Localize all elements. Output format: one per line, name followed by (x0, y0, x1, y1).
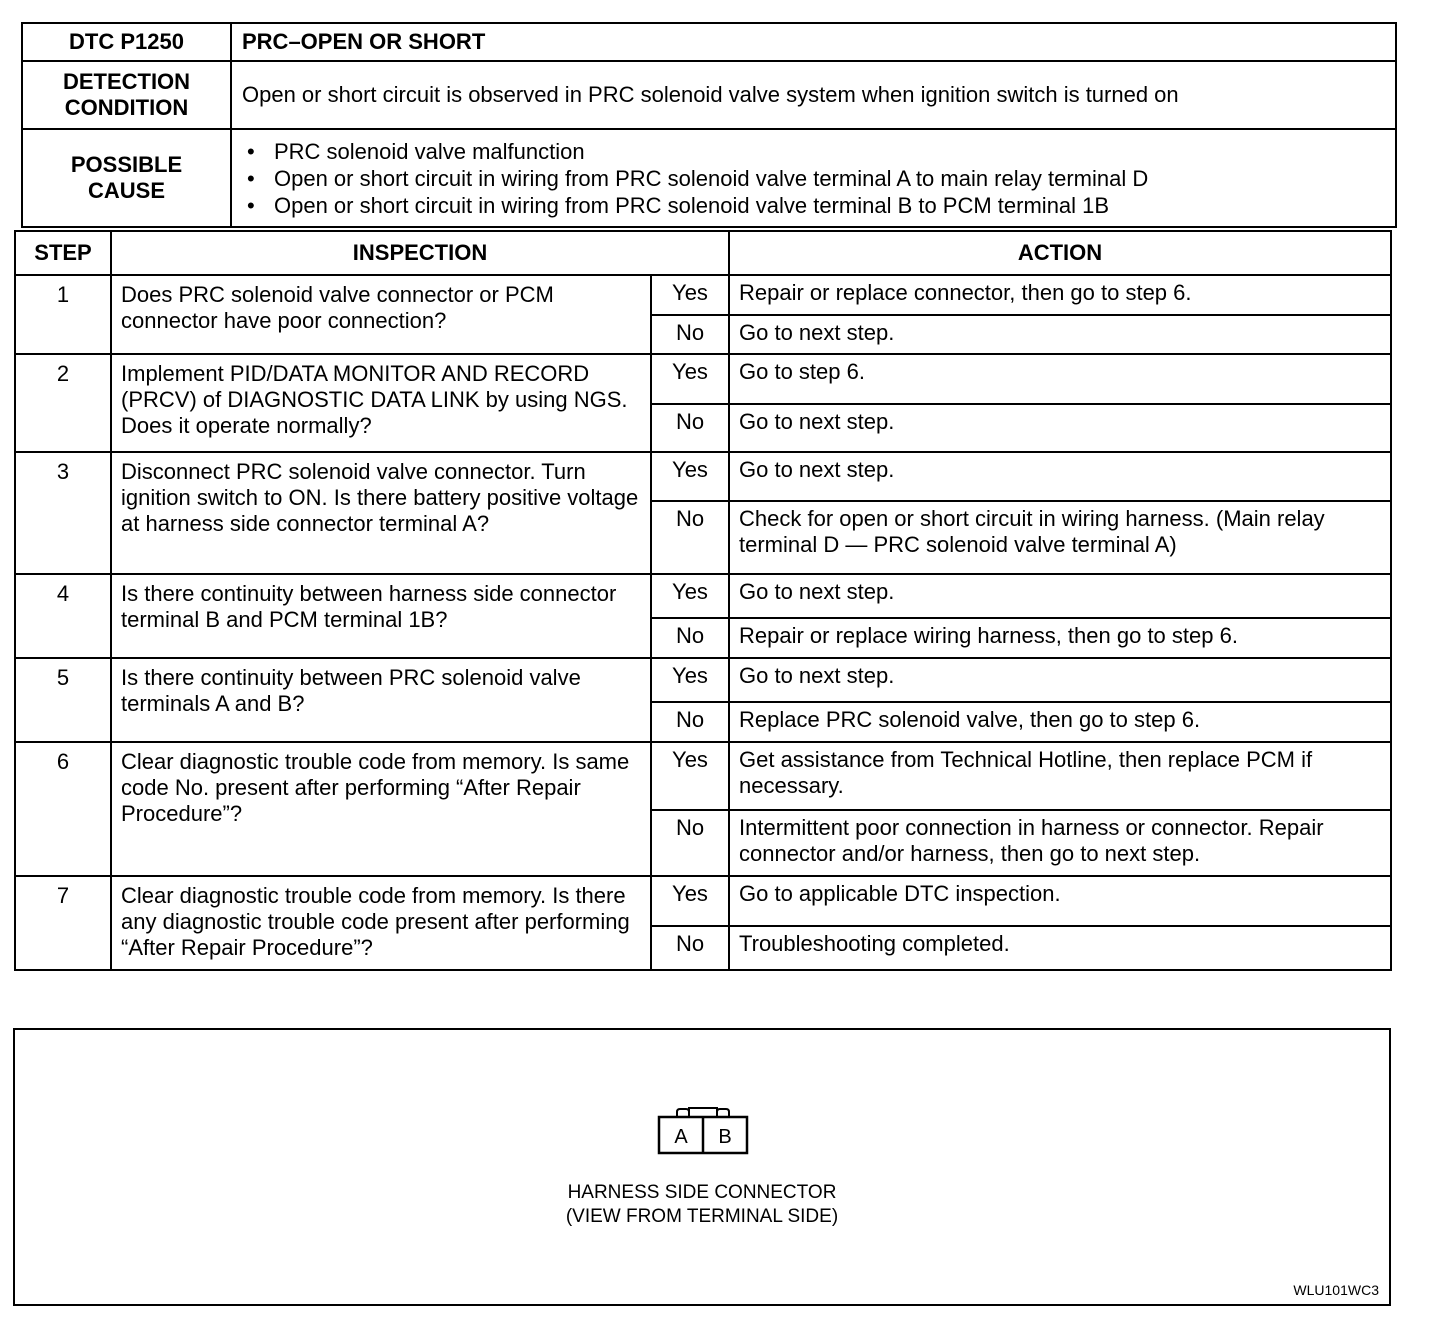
inspection-steps-table (14, 230, 1392, 971)
no-label: No (651, 810, 729, 876)
no-action: Troubleshooting completed. (729, 926, 1391, 970)
no-action: Replace PRC solenoid valve, then go to step 6. (729, 702, 1391, 742)
step-inspection: Disconnect PRC solenoid valve connector. Turn ignition switch to ON. Is there battery positive voltage at harness side connector terminal A? (111, 452, 651, 574)
cause-item: • Open or short circuit in wiring from PRC solenoid valve terminal A to main relay terminal D (247, 165, 1149, 191)
no-label: No (651, 404, 729, 452)
detection-condition-label: DETECTION CONDITION (22, 61, 231, 129)
figure-reference-code: WLU101WC3 (1293, 1282, 1379, 1298)
step-inspection: Is there continuity between PRC solenoid valve terminals A and B? (111, 658, 651, 742)
dtc-header-table (21, 22, 1397, 228)
step-inspection: Implement PID/DATA MONITOR AND RECORD (PRCV) of DIAGNOSTIC DATA LINK by using NGS. Does it operate normally? (111, 354, 651, 452)
column-header-action: ACTION (729, 231, 1391, 275)
column-header-step: STEP (15, 231, 111, 275)
no-action: Intermittent poor connection in harness or connector. Repair connector and/or harness, then go to next step. (729, 810, 1391, 876)
step-number: 3 (15, 452, 111, 574)
connector-figure (13, 1028, 1391, 1306)
yes-label: Yes (651, 658, 729, 702)
yes-label: Yes (651, 742, 729, 810)
yes-label: Yes (651, 574, 729, 618)
column-header-inspection: INSPECTION (111, 231, 729, 275)
figure-caption-line-2: (VIEW FROM TERMINAL SIDE) (565, 1206, 839, 1227)
no-label: No (651, 702, 729, 742)
step-inspection: Is there continuity between harness side connector terminal B and PCM terminal 1B? (111, 574, 651, 658)
detection-condition-text: Open or short circuit is observed in PRC solenoid valve system when ignition switch is turned on (231, 61, 1396, 129)
cause-item: • Open or short circuit in wiring from PRC solenoid valve terminal B to PCM terminal 1B (247, 192, 1110, 218)
dtc-title-cell: PRC–OPEN OR SHORT (231, 23, 1396, 61)
no-label: No (651, 501, 729, 574)
harness-connector-icon (657, 1106, 751, 1156)
no-action: Repair or replace wiring harness, then go to step 6. (729, 618, 1391, 658)
terminal-a-label: A (674, 1126, 688, 1148)
step-number: 2 (15, 354, 111, 452)
no-action: Go to next step. (729, 404, 1391, 452)
step-number: 5 (15, 658, 111, 742)
no-label: No (651, 618, 729, 658)
yes-action: Go to applicable DTC inspection. (729, 876, 1391, 926)
yes-action: Repair or replace connector, then go to step 6. (729, 275, 1391, 315)
possible-cause-list (231, 129, 1396, 227)
yes-label: Yes (651, 354, 729, 404)
no-label: No (651, 926, 729, 970)
yes-label: Yes (651, 452, 729, 501)
dtc-code-cell: DTC P1250 (22, 23, 231, 61)
yes-label: Yes (651, 876, 729, 926)
step-number: 4 (15, 574, 111, 658)
no-label: No (651, 315, 729, 354)
yes-label: Yes (651, 275, 729, 315)
yes-action: Get assistance from Technical Hotline, then replace PCM if necessary. (729, 742, 1391, 810)
step-number: 1 (15, 275, 111, 354)
yes-action: Go to step 6. (729, 354, 1391, 404)
yes-action: Go to next step. (729, 574, 1391, 618)
no-action: Go to next step. (729, 315, 1391, 354)
step-number: 6 (15, 742, 111, 876)
cause-item: • PRC solenoid valve malfunction (247, 138, 585, 164)
yes-action: Go to next step. (729, 658, 1391, 702)
possible-cause-label: POSSIBLE CAUSE (22, 129, 231, 227)
step-inspection: Clear diagnostic trouble code from memory. Is there any diagnostic trouble code present after performing “After Repair Procedure”? (111, 876, 651, 970)
figure-caption-line-1: HARNESS SIDE CONNECTOR (567, 1182, 837, 1203)
step-inspection: Does PRC solenoid valve connector or PCM connector have poor connection? (111, 275, 651, 354)
step-inspection: Clear diagnostic trouble code from memory. Is same code No. present after performing “After Repair Procedure”? (111, 742, 651, 876)
yes-action: Go to next step. (729, 452, 1391, 501)
step-number: 7 (15, 876, 111, 970)
terminal-b-label: B (718, 1126, 732, 1148)
no-action: Check for open or short circuit in wiring harness. (Main relay terminal D — PRC solenoid valve terminal A) (729, 501, 1391, 574)
